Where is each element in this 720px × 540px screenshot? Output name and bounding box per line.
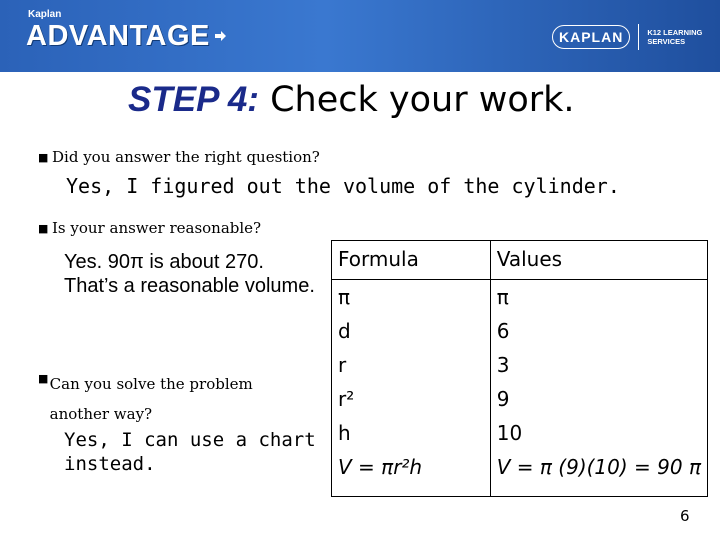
kaplan-logo-sub: K12 LEARNING SERVICES [647, 28, 703, 46]
formula-values-table [331, 240, 708, 497]
kaplan-logo [552, 22, 712, 52]
formula-cell: h [338, 421, 351, 446]
answer-1-text: Yes, I figured out the volume of the cylinder. [66, 174, 620, 198]
table-header-values: Values [490, 241, 707, 280]
title-step: STEP 4: [128, 80, 259, 119]
table-header-formula: Formula [332, 241, 491, 280]
value-cell: 6 [496, 319, 510, 344]
square-bullet-icon: ■ [38, 151, 49, 164]
page-number: 6 [680, 507, 690, 525]
square-bullet-icon: ■ [38, 372, 49, 385]
formula-cell: d [338, 319, 351, 344]
bullet-question-3 [38, 369, 308, 429]
brand-main-text: ADVANTAGE [26, 19, 210, 52]
bullet-question-1 [38, 148, 320, 168]
values-column [490, 280, 707, 497]
bullet-question-2 [38, 219, 261, 239]
page-title [128, 80, 575, 120]
table-header-row [332, 241, 708, 280]
square-bullet-icon: ■ [38, 222, 49, 235]
table-row [332, 280, 708, 497]
answer-2-text: Yes. 90π is about 270. That’s a reasonable volume. [64, 251, 315, 297]
answer-3-text: Yes, I can use a chart instead. [64, 429, 316, 475]
title-rest: Check your work. [258, 80, 575, 120]
formula-cell: π [338, 285, 351, 310]
brand-small-text: Kaplan [28, 9, 62, 20]
formula-cell: r [338, 353, 347, 378]
value-cell: 10 [496, 421, 523, 446]
question-3-text: Can you solve the problem another way? [49, 375, 253, 423]
kaplan-logo-word: KAPLAN [552, 25, 630, 49]
value-cell: 9 [496, 387, 510, 412]
question-1-text: Did you answer the right question? [52, 148, 320, 166]
header-banner [0, 0, 720, 72]
logo-divider [638, 24, 639, 50]
brand-logo [26, 20, 227, 52]
formula-cell: V = πr²h [338, 455, 423, 480]
value-cell: V = π (9)(10) = 90 π [496, 455, 701, 480]
value-cell: π [496, 285, 509, 310]
question-2-text: Is your answer reasonable? [52, 219, 262, 237]
value-cell: 3 [496, 353, 510, 378]
arrow-right-icon [213, 29, 227, 43]
formula-column [332, 280, 491, 497]
formula-cell: r² [338, 387, 355, 412]
